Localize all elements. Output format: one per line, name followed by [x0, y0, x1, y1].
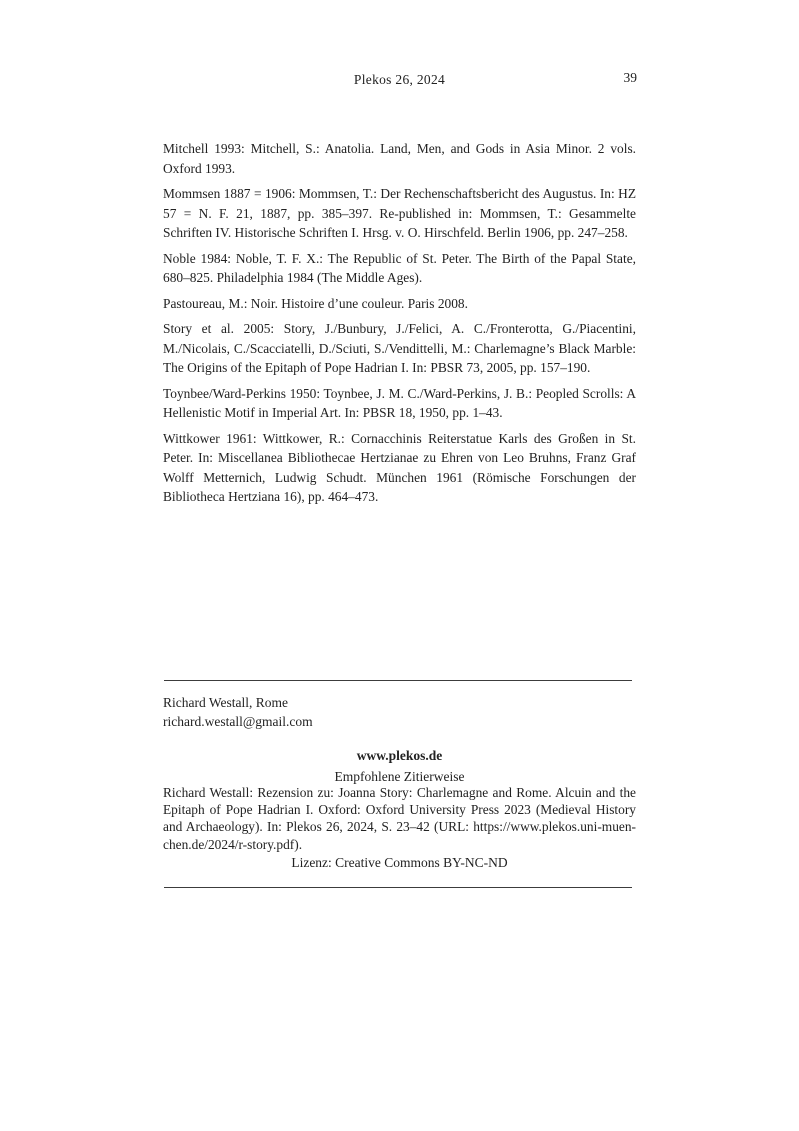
page-number: 39 [623, 70, 637, 85]
bibliography-entry-story-2005: Story et al. 2005: Story, J./Bunbury, J./Felici, A. C./Fronterotta, G./Piacentini, M./Nicolais, C./Scacciatelli, D./Sciuti, S./Vendittelli, M.: Charlemagne’s Black Marble: The Origins of the Epitaph of Pope Hadrian I. In: PBSR 73, 2005, pp. 157–190. [163, 321, 636, 375]
bibliography-entry-toynbee-1950: Toynbee/Ward-Perkins 1950: Toynbee, J. M. C./Ward-Perkins, J. B.: Peopled Scrolls: A Hellenistic Motif in Imperial Art. In: PBSR 18, 1950, pp. 1–43. [163, 385, 636, 420]
bibliography-entry-mitchell-1993: Mitchell 1993: Mitchell, S.: Anatolia. Land, Men, and Gods in Asia Minor. 2 vols. Oxford 1993. [163, 141, 636, 176]
citation-heading: Empfohlene Zitierweise [334, 769, 465, 784]
author-signature-block [163, 694, 636, 731]
bibliography-entry-pastoureau: Pastoureau, M.: Noir. Histoire d’une couleur. Paris 2008. [163, 295, 468, 311]
license-text: Lizenz: Creative Commons BY-NC-ND [291, 855, 508, 870]
bibliography-section [163, 139, 636, 513]
author-email: richard.westall@gmail.com [163, 713, 313, 729]
recommended-citation-text: Richard Westall: Rezension zu: Joanna Story: Charlemagne and Rome. Alcuin and the Epitaph of Pope Hadrian I. Oxford: Oxford University Press 2023 (Medieval History and Archaeology). In: Plekos 26, 2024, S. 23–42 (URL: https://www.plekos.uni-muenchen.de/2024/r-story.pdf). [163, 785, 636, 852]
journal-title-header: Plekos 26, 2024 [353, 72, 446, 87]
author-name: Richard Westall, Rome [163, 695, 289, 710]
bibliography-entry-wittkower-1961: Wittkower 1961: Wittkower, R.: Cornacchinis Reiterstatue Karls des Großen in St. Peter. In: Miscellanea Bibliothecae Hertzianae zu Ehren von Leo Bruhns, Franz Graf Wolff Metternich, Ludwig Schudt. München 1961 (Römische Forschungen der Bibliotheca Hertziana 16), pp. 464–473. [163, 430, 636, 504]
separator-rule-bottom [164, 887, 632, 888]
journal-website: www.plekos.de [356, 748, 443, 763]
separator-rule-top [164, 680, 632, 681]
bibliography-entry-noble-1984: Noble 1984: Noble, T. F. X.: The Republic of St. Peter. The Birth of the Papal State, 680–825. Philadelphia 1984 (The Middle Ages). [163, 250, 636, 285]
bibliography-entry-mommsen-1887: Mommsen 1887 = 1906: Mommsen, T.: Der Rechenschaftsbericht des Augustus. In: HZ 57 = N. F. 21, 1887, pp. 385–397. Re-published in: Mommsen, T.: Gesammelte Schriften IV. Historische Schriften I. Hrsg. v. O. Hirschfeld. Berlin 1906, pp. 247–258. [163, 186, 636, 240]
